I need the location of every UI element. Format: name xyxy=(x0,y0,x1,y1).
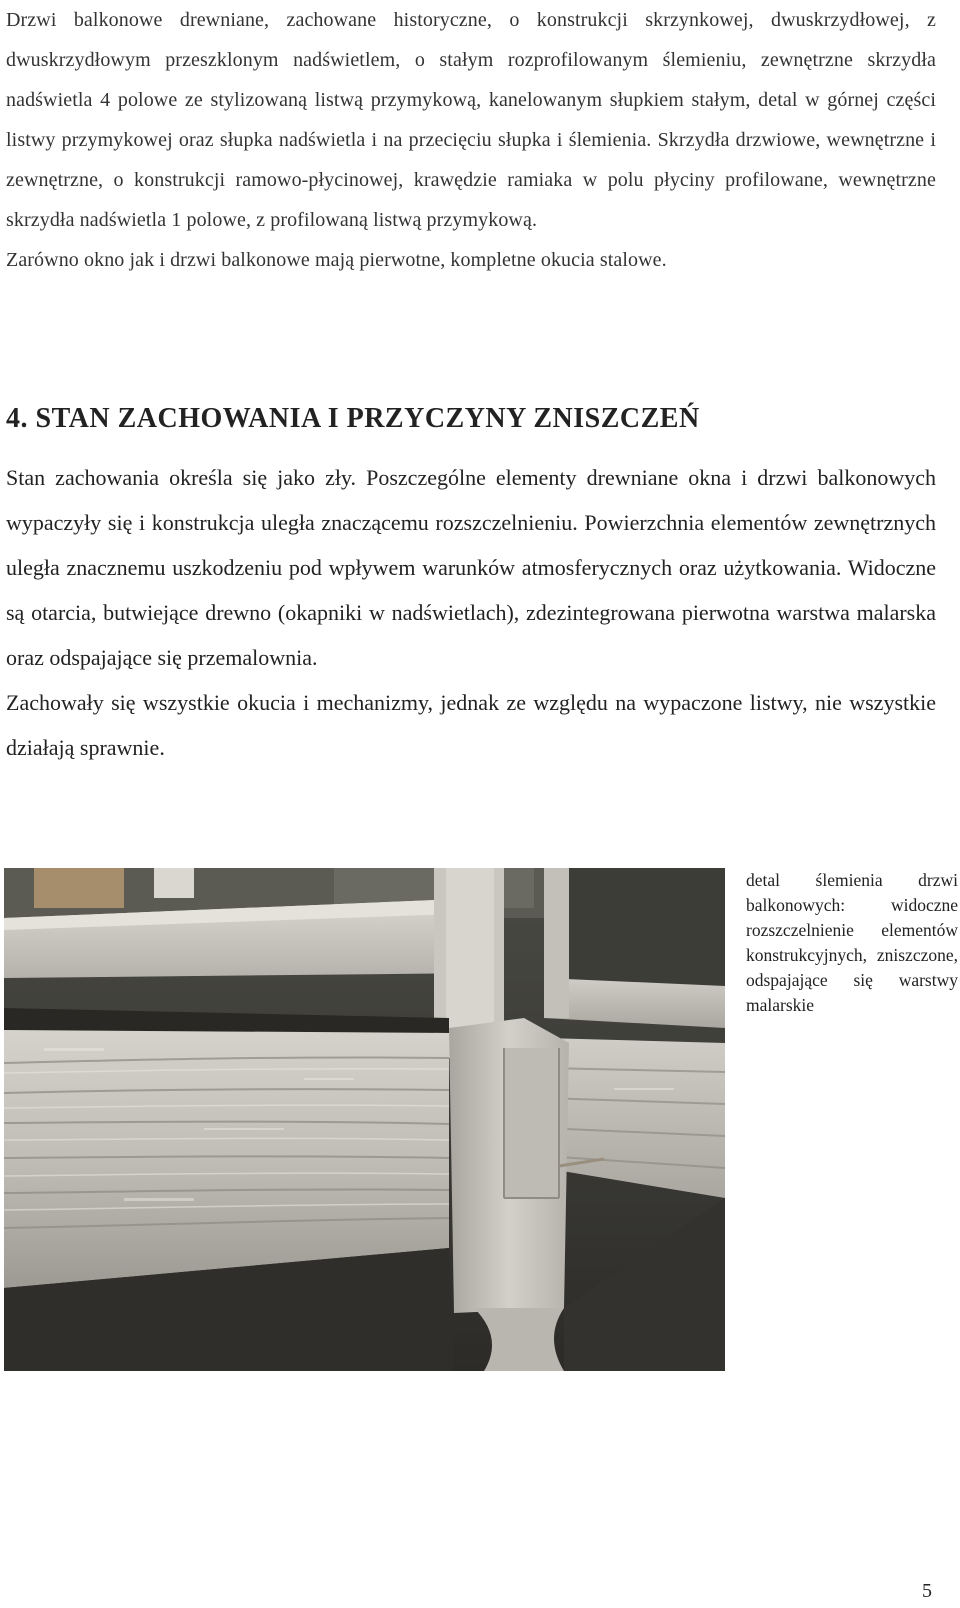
transom-detail-photo xyxy=(4,868,725,1371)
section-heading: 4. STAN ZACHOWANIA I PRZYCZYNY ZNISZCZEŃ xyxy=(6,403,700,434)
fittings-paragraph: Zarówno okno jak i drzwi balkonowe mają pierwotne, kompletne okucia stalowe. xyxy=(6,249,667,271)
mechanisms-paragraph: Zachowały się wszystkie okucia i mechanizmy, jednak ze względu na wypaczone listwy, nie wszystkie działają sprawnie. xyxy=(6,690,936,760)
photo-caption: detal ślemienia drzwi balkonowych: widoczne rozszczelnienie elementów konstrukcyjnych, zniszczone, odspajające się warstwy malarskie xyxy=(746,870,958,1015)
condition-section xyxy=(6,455,936,770)
condition-paragraph: Stan zachowania określa się jako zły. Poszczególne elementy drewniane okna i drzwi balkonowych wypaczyły się i konstrukcja uległa znaczącemu rozszczelnieniu. Powierzchnia elementów zewnętrznych uległa znacznemu uszkodzeniu pod wpływem warunków atmosferycznych oraz użytkowania. Widoczne są otarcia, butwiejące drewno (okapniki w nadświetlach), zdezintegrowana pierwotna warstwa malarska oraz odspajające się przemalownia. xyxy=(6,465,936,670)
description-paragraph: Drzwi balkonowe drewniane, zachowane historyczne, o konstrukcji skrzynkowej, dwuskrzydłowej, z dwuskrzydłowym przeszklonym nadświetlem, o stałym rozprofilowanym ślemieniu, zewnętrzne skrzydła nadświetla 4 polowe ze stylizowaną listwą przymykową, kanelowanym słupkiem stałym, detal w górnej części listwy przymykowej oraz słupka nadświetla i na przecięciu słupka i ślemienia. Skrzydła drzwiowe, wewnętrzne i zewnętrzne, o konstrukcji ramowo-płycinowej, krawędzie ramiaka w polu płyciny profilowane, wewnętrzne skrzydła nadświetla 1 polowe, z profilowaną listwą przymykową. xyxy=(6,9,936,231)
description-section xyxy=(6,0,936,280)
page-number: 5 xyxy=(922,1580,932,1602)
